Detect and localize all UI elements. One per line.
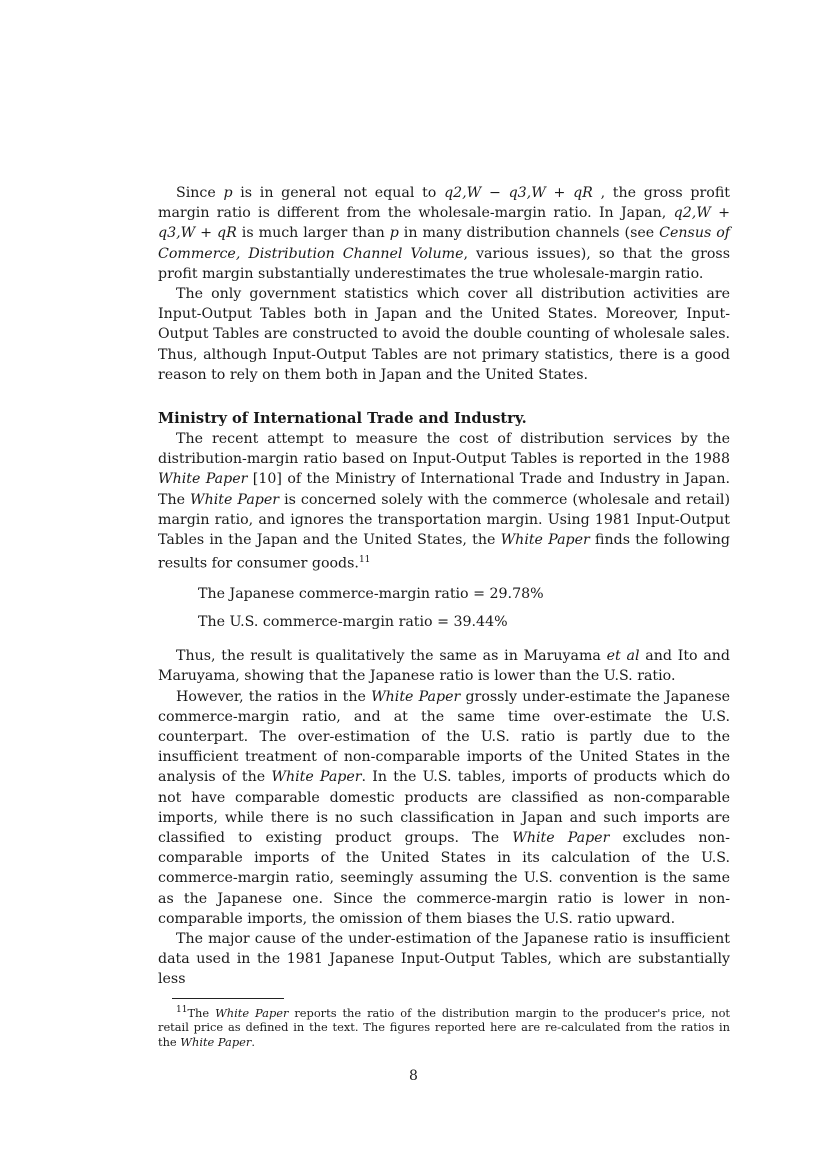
text: . [251,1035,255,1050]
text: , various issues), so that the gross profit margin substantially underestimates the true wholesale-margin ratio. [158,245,730,282]
text: . In the U.S. tables, imports of products which do not have comparable domestic products are classified as non-comparable imports, while there is no such classification in Japan and such imports are classified to existing product groups. The [158,769,730,847]
white-paper-title: White Paper [271,769,362,786]
paragraph-white-paper [158,429,730,574]
text: is in general not equal to [232,185,445,201]
text: reports the ratio of the distribution margin to the producer's price, not retail price as defined in the text. The figures reported here are re-calculated from the ratios in the [158,1005,731,1050]
white-paper-title: White Paper [512,830,610,847]
text: However, the ratios in the [176,688,372,705]
math-p: p [223,185,233,201]
math-expression: q2,W + q3,W + qR [158,205,730,242]
text: and Ito and Maruyama, showing that the Japanese ratio is lower than the U.S. ratio. [158,648,730,685]
paragraph-gross-margin [158,183,730,284]
text: The recent attempt to measure the cost of distribution services by the distribution-margin ratio based on Input-Output Tables is reported in the 1988 [158,431,730,468]
footnote-marker: 11 [358,555,371,566]
white-paper-title: White Paper [215,1005,289,1020]
white-paper-title: White Paper [158,471,248,488]
text: is much larger than [236,225,390,242]
text: [10] of the Ministry of International Trade and Industry in Japan. The [158,471,730,508]
page-number: 8 [409,1068,418,1084]
white-paper-title: White Paper [180,1035,252,1050]
result-us: The U.S. commerce-margin ratio = 39.44% [198,614,508,631]
footnote-rule [172,998,284,999]
text: Since [176,185,224,201]
citation-title: Census of Commerce, Distribution Channel Volume [158,225,731,262]
results-block [158,584,730,632]
et-al: et al [606,648,640,665]
white-paper-title: White Paper [500,532,590,549]
section-heading: Ministry of International Trade and Industry. [158,410,527,428]
text: finds the following results for consumer goods. [158,532,730,572]
text: The [187,1005,216,1020]
paragraph-however [158,687,730,929]
math-p: p [389,225,399,242]
result-japan: The Japanese commerce-margin ratio = 29.78% [198,586,544,603]
math-expression: q2,W − q3,W + qR [444,185,593,201]
text: in many distribution channels (see [398,225,660,242]
footnote [158,1003,730,1051]
page-body [158,183,730,1050]
text: is concerned solely with the commerce (wholesale and retail) margin ratio, and ignores the transportation margin. Using 1981 Input-Output Tables in the Japan and the United States, the [158,491,731,549]
white-paper-title: White Paper [371,688,461,705]
paragraph-qualitative [158,646,730,686]
text: , the gross profit margin ratio is different from the wholesale-margin ratio. In Japan, [158,185,730,222]
text: Thus, the result is qualitatively the same as in Maruyama [176,648,607,665]
white-paper-title: White Paper [190,491,280,508]
paragraph-major-cause: The major cause of the under-estimation of the Japanese ratio is insufficient data used in the 1981 Japanese Input-Output Tables, which are substantially less [158,931,730,988]
footnote-marker: 11 [176,1004,188,1015]
text: excludes non-comparable imports of the United States in its calculation of the U.S. commerce-margin ratio, seemingly assuming the U.S. convention is the same as the Japanese one. Since the commerce-margin ratio is lower in non-comparable imports, the omission of them biases the U.S. ratio upward. [158,830,730,927]
text: grossly under-estimate the Japanese commerce-margin ratio, and at the same time over-estimate the U.S. counterpart. The over-estimation of the U.S. ratio is partly due to the insufficient treatment of non-comparable imports of the United States in the analysis of the [158,688,730,786]
paragraph-io-tables: The only government statistics which cover all distribution activities are Input-Output Tables both in Japan and the United States. Moreover, Input-Output Tables are constructed to avoid the double counting of wholesale sales. Thus, although Input-Output Tables are not primary statistics, there is a good reason to rely on them both in Japan and the United States. [158,286,730,383]
